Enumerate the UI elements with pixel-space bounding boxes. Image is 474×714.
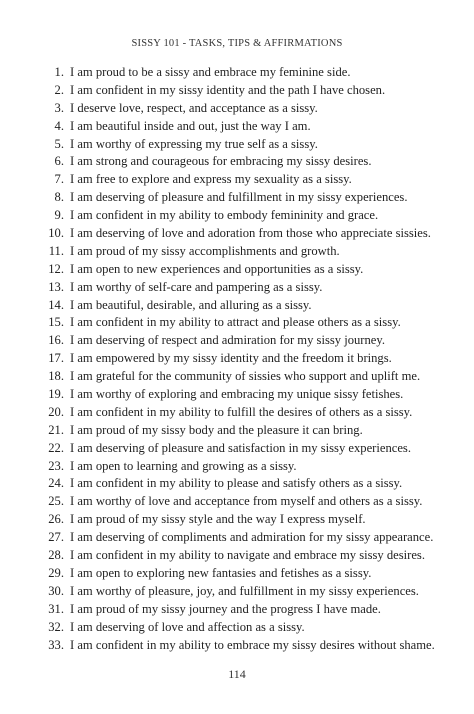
list-item-number: 24. xyxy=(48,476,64,491)
list-item-number: 29. xyxy=(48,565,64,580)
list-item-number: 11. xyxy=(48,243,64,258)
list-item xyxy=(0,547,474,565)
list-item-text: I am confident in my ability to embrace my sissy desires without shame. xyxy=(70,637,435,652)
list-item-number: 4. xyxy=(54,118,64,133)
list-item-number: 8. xyxy=(54,190,64,205)
list-item-text: I am confident in my ability to fulfill the desires of others as a sissy. xyxy=(70,404,413,419)
list-item-number: 9. xyxy=(54,208,64,223)
list-item-text: I am proud of my sissy style and the way I express myself. xyxy=(70,512,366,527)
list-item xyxy=(0,136,474,154)
list-item xyxy=(0,314,474,332)
list-item xyxy=(0,511,474,529)
list-item-text: I am worthy of exploring and embracing my unique sissy fetishes. xyxy=(70,387,404,402)
list-item-number: 13. xyxy=(48,279,64,294)
list-item xyxy=(0,386,474,404)
list-item-number: 6. xyxy=(54,154,64,169)
list-item xyxy=(0,440,474,458)
list-item-number: 33. xyxy=(48,637,64,652)
list-item-text: I am proud of my sissy accomplishments and growth. xyxy=(70,243,340,258)
list-item xyxy=(0,153,474,171)
page-number: 114 xyxy=(228,667,246,681)
list-item-text: I deserve love, respect, and acceptance as a sissy. xyxy=(70,100,318,115)
list-item xyxy=(0,368,474,386)
list-item xyxy=(0,261,474,279)
list-item xyxy=(0,332,474,350)
list-item xyxy=(0,493,474,511)
running-header: SISSY 101 - TASKS, TIPS & AFFIRMATIONS xyxy=(131,38,343,49)
list-item xyxy=(0,189,474,207)
list-item-number: 2. xyxy=(54,82,64,97)
list-item-text: I am grateful for the community of sissies who support and uplift me. xyxy=(70,369,421,384)
list-item-text: I am confident in my ability to attract and please others as a sissy. xyxy=(70,315,401,330)
list-item xyxy=(0,225,474,243)
list-item-number: 20. xyxy=(48,404,64,419)
list-item-text: I am proud of my sissy body and the pleasure it can bring. xyxy=(70,422,363,437)
affirmation-list xyxy=(0,64,474,654)
list-item xyxy=(0,243,474,261)
list-item-text: I am open to exploring new fantasies and fetishes as a sissy. xyxy=(70,565,372,580)
list-item xyxy=(0,404,474,422)
list-item xyxy=(0,82,474,100)
list-item-number: 14. xyxy=(48,297,64,312)
list-item-text: I am worthy of love and acceptance from myself and others as a sissy. xyxy=(70,494,423,509)
list-item-text: I am worthy of expressing my true self as a sissy. xyxy=(70,136,318,151)
list-item xyxy=(0,601,474,619)
list-item xyxy=(0,279,474,297)
list-item-text: I am open to learning and growing as a sissy. xyxy=(70,458,297,473)
list-item-number: 18. xyxy=(48,369,64,384)
list-item-number: 3. xyxy=(54,100,64,115)
list-item-number: 10. xyxy=(48,226,64,241)
list-item-number: 17. xyxy=(48,351,64,366)
list-item-text: I am confident in my ability to embody femininity and grace. xyxy=(70,208,379,223)
list-item-text: I am free to explore and express my sexuality as a sissy. xyxy=(70,172,352,187)
list-item xyxy=(0,64,474,82)
list-item-text: I am beautiful, desirable, and alluring as a sissy. xyxy=(70,297,312,312)
list-item-text: I am open to new experiences and opportunities as a sissy. xyxy=(70,261,364,276)
list-item-number: 15. xyxy=(48,315,64,330)
list-item xyxy=(0,637,474,655)
list-item-text: I am deserving of pleasure and satisfaction in my sissy experiences. xyxy=(70,440,411,455)
list-item-number: 28. xyxy=(48,548,64,563)
list-item-number: 21. xyxy=(48,422,64,437)
list-item-text: I am beautiful inside and out, just the way I am. xyxy=(70,118,311,133)
list-item-text: I am proud of my sissy journey and the progress I have made. xyxy=(70,601,381,616)
list-item-text: I am confident in my ability to navigate and embrace my sissy desires. xyxy=(70,548,425,563)
list-item-text: I am worthy of self-care and pampering as a sissy. xyxy=(70,279,323,294)
list-item-number: 7. xyxy=(54,172,64,187)
list-item xyxy=(0,583,474,601)
list-item-number: 19. xyxy=(48,387,64,402)
list-item-number: 16. xyxy=(48,333,64,348)
list-item-number: 5. xyxy=(54,136,64,151)
list-item-text: I am proud to be a sissy and embrace my feminine side. xyxy=(70,65,351,79)
list-item-text: I am deserving of respect and admiration for my sissy journey. xyxy=(70,333,385,348)
list-item-text: I am deserving of love and affection as a sissy. xyxy=(70,619,305,634)
list-item xyxy=(0,118,474,136)
list-item-text: I am confident in my ability to please and satisfy others as a sissy. xyxy=(70,476,403,491)
list-item-text: I am worthy of pleasure, joy, and fulfillment in my sissy experiences. xyxy=(70,583,419,598)
list-item xyxy=(0,458,474,476)
list-item-number: 26. xyxy=(48,512,64,527)
list-item-number: 22. xyxy=(48,440,64,455)
list-item-number: 25. xyxy=(48,494,64,509)
list-item xyxy=(0,529,474,547)
list-item-number: 23. xyxy=(48,458,64,473)
list-item-text: I am empowered by my sissy identity and the freedom it brings. xyxy=(70,351,392,366)
list-item-text: I am deserving of love and adoration from those who appreciate sissies. xyxy=(70,226,431,241)
list-item xyxy=(0,422,474,440)
list-item-text: I am deserving of compliments and admiration for my sissy appearance. xyxy=(70,530,434,545)
list-item xyxy=(0,100,474,118)
list-item-text: I am confident in my sissy identity and the path I have chosen. xyxy=(70,82,386,97)
list-item-text: I am strong and courageous for embracing my sissy desires. xyxy=(70,154,372,169)
list-item-number: 27. xyxy=(48,530,64,545)
list-item xyxy=(0,350,474,368)
list-item xyxy=(0,297,474,315)
list-item xyxy=(0,619,474,637)
list-item-number: 30. xyxy=(48,583,64,598)
list-item xyxy=(0,171,474,189)
list-item-number: 1. xyxy=(54,65,64,79)
list-item xyxy=(0,207,474,225)
list-item xyxy=(0,475,474,493)
list-item-number: 12. xyxy=(48,261,64,276)
list-item xyxy=(0,565,474,583)
list-item-number: 32. xyxy=(48,619,64,634)
list-item-number: 31. xyxy=(48,601,64,616)
list-item-text: I am deserving of pleasure and fulfillment in my sissy experiences. xyxy=(70,190,408,205)
